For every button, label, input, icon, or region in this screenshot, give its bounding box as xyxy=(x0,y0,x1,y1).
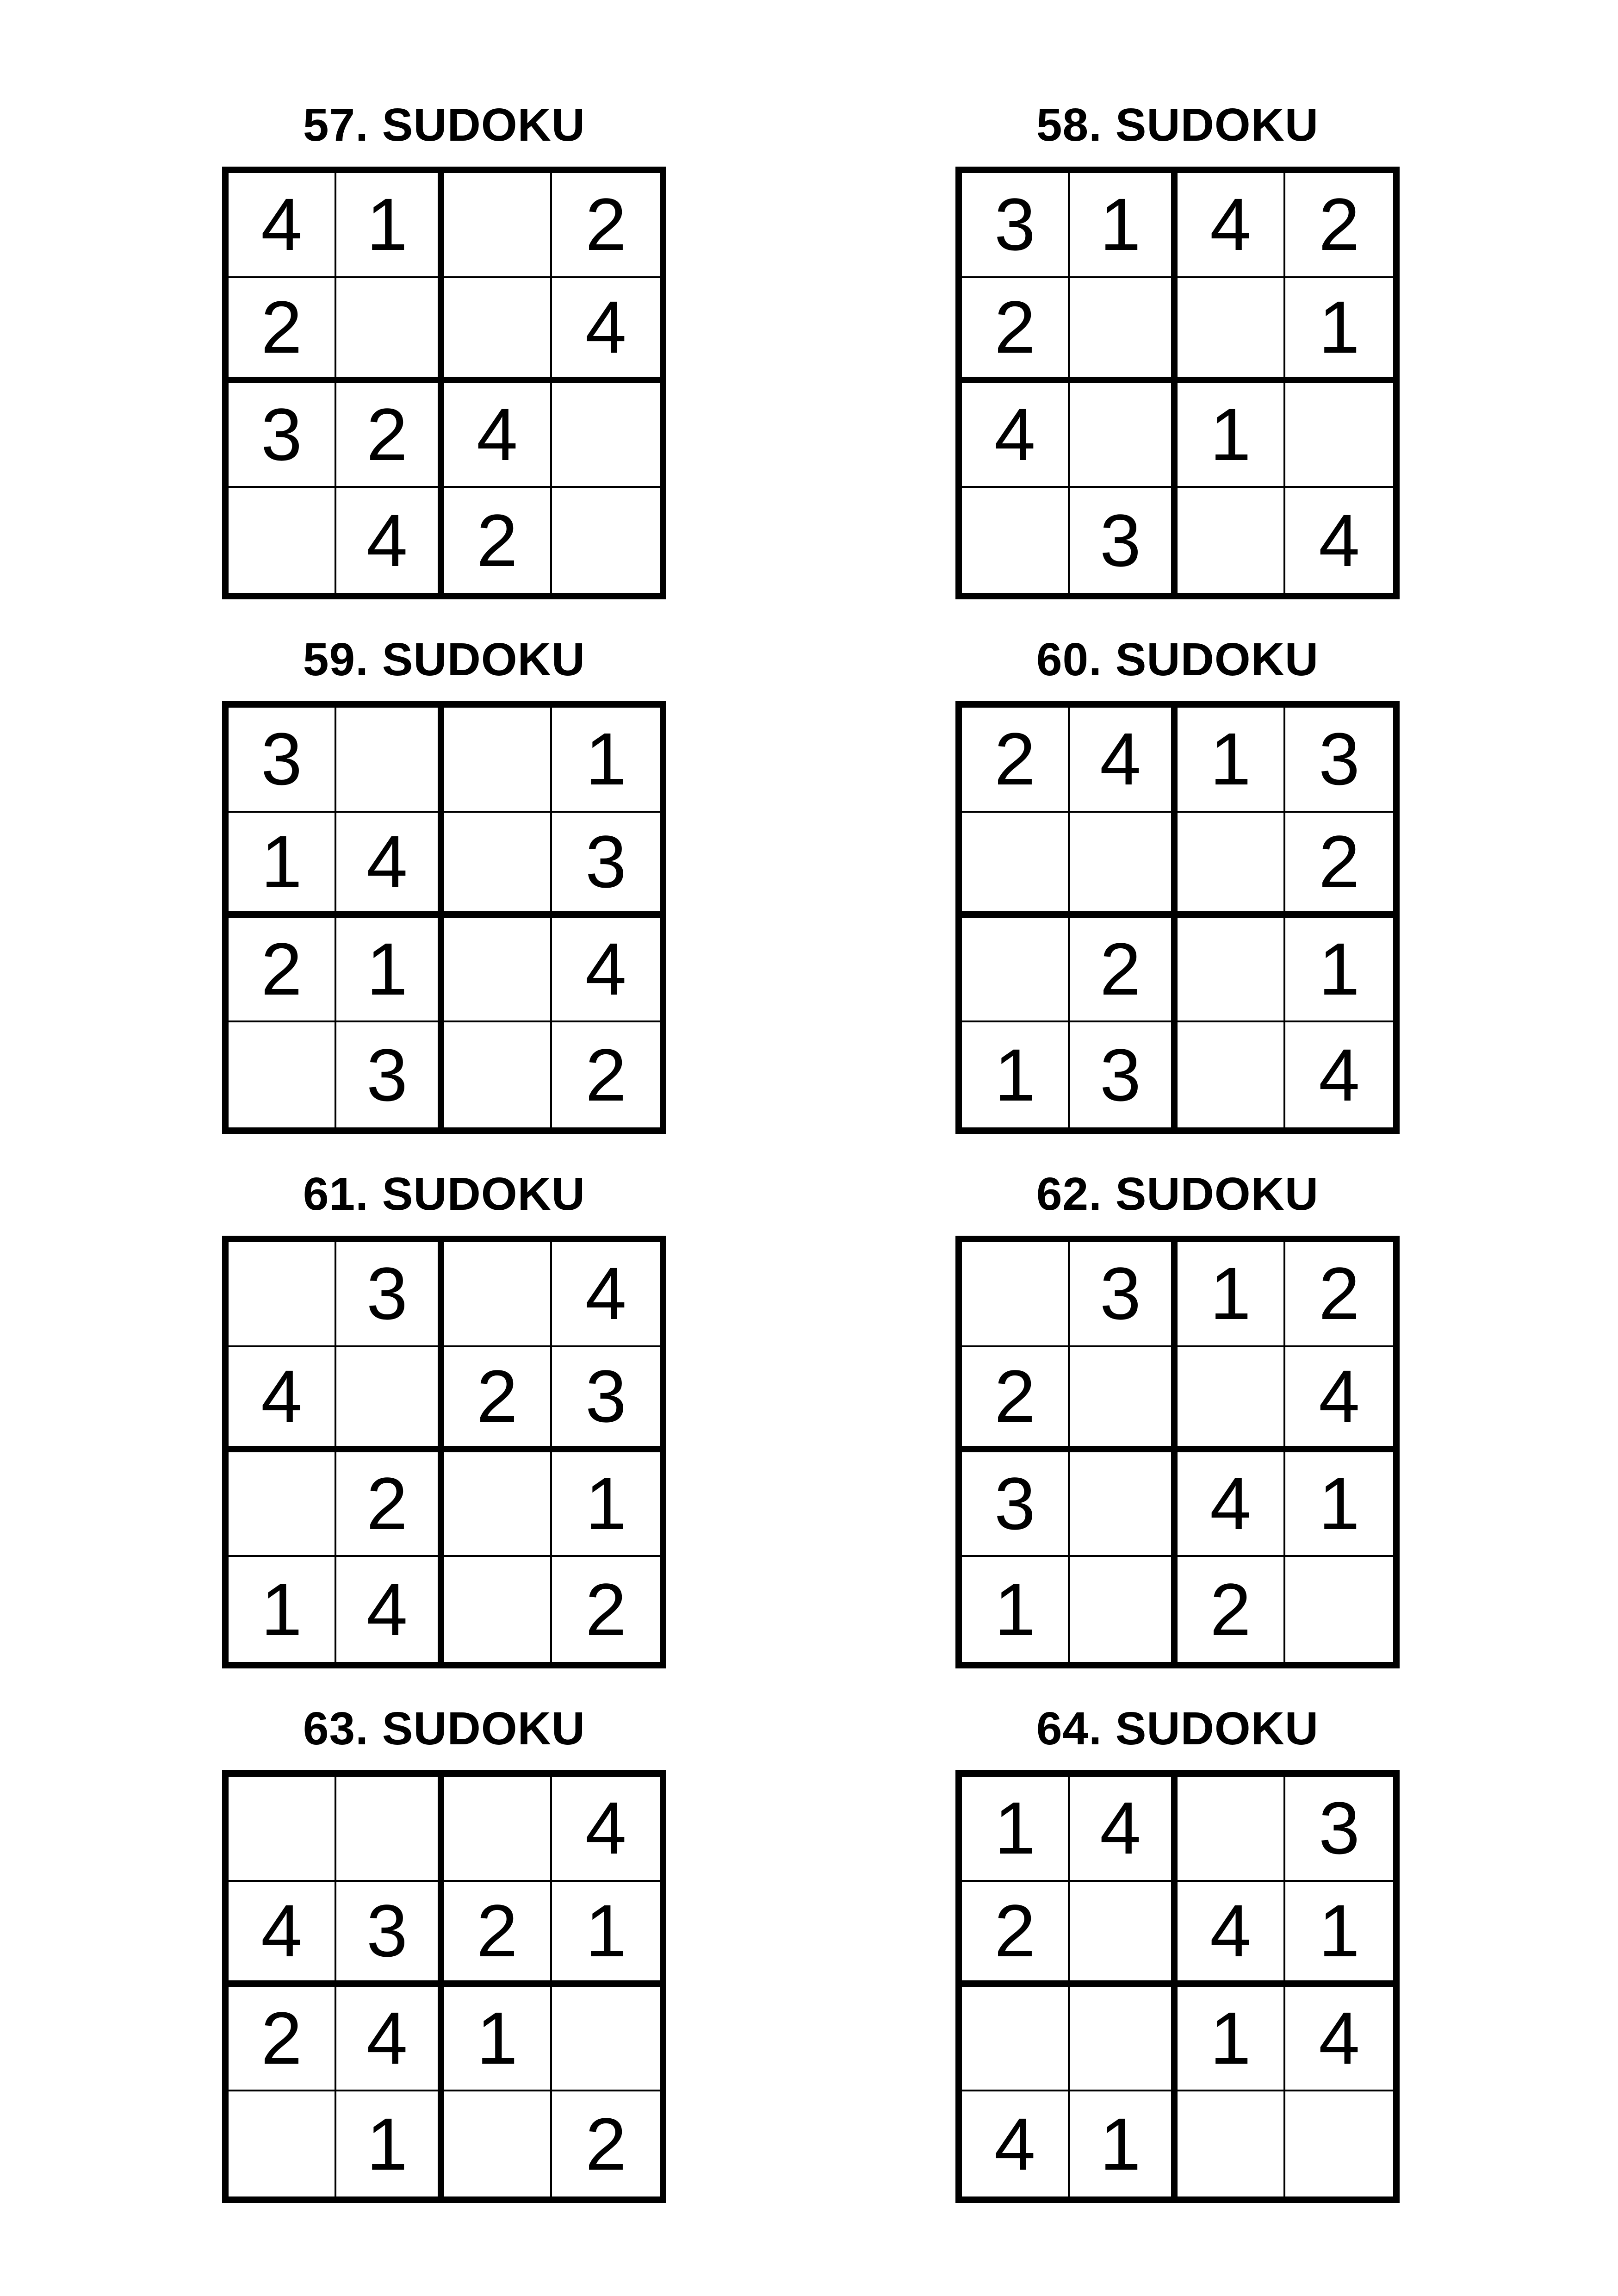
sudoku-cell: 1 xyxy=(962,1777,1070,1882)
sudoku-cell: 2 xyxy=(229,1987,336,2092)
sudoku-cell: 2 xyxy=(962,278,1070,383)
sudoku-cell: 1 xyxy=(444,1987,552,2092)
sudoku-cell xyxy=(444,813,552,918)
sudoku-cell: 1 xyxy=(552,1882,660,1987)
sudoku-cell xyxy=(1070,1882,1178,1987)
sudoku-cell: 2 xyxy=(444,1882,552,1987)
sudoku-cell xyxy=(1070,1557,1178,1662)
sudoku-cell: 2 xyxy=(1285,1242,1393,1347)
sudoku-cell: 4 xyxy=(1319,498,1360,582)
sudoku-cell xyxy=(1178,918,1285,1023)
sudoku-cell: 4 xyxy=(1178,173,1285,278)
sudoku-cell: 3 xyxy=(962,1452,1070,1557)
sudoku-cell xyxy=(1285,2091,1393,2196)
sudoku-cell: 4 xyxy=(962,383,1070,488)
sudoku-cell: 2 xyxy=(336,1452,444,1557)
sudoku-cell: 2 xyxy=(962,708,1070,813)
sudoku-cell xyxy=(1178,2091,1285,2196)
sudoku-cell: 3 xyxy=(962,173,1070,278)
sudoku-cell xyxy=(229,1777,336,1882)
sudoku-cell: 1 xyxy=(552,1452,660,1557)
sudoku-cell xyxy=(229,488,336,593)
puzzle-title: 57. SUDOKU xyxy=(303,99,586,151)
sudoku-cell xyxy=(336,1347,444,1452)
sudoku-cell: 3 xyxy=(552,1347,660,1452)
sudoku-cell xyxy=(1178,278,1285,383)
sudoku-cell: 1 xyxy=(1178,1242,1285,1347)
sudoku-cell xyxy=(229,2091,336,2196)
sudoku-grid xyxy=(222,1770,666,2203)
sudoku-cell xyxy=(1178,488,1285,593)
sudoku-cell xyxy=(1178,1347,1285,1452)
sudoku-cell: 1 xyxy=(1070,2091,1178,2196)
sudoku-cell xyxy=(1070,1347,1178,1452)
sudoku-cell xyxy=(336,708,444,813)
sudoku-cell: 2 xyxy=(1178,1557,1285,1662)
sudoku-cell: 1 xyxy=(1285,918,1393,1023)
sudoku-cell: 1 xyxy=(1178,708,1285,813)
sudoku-cell: 1 xyxy=(1178,383,1285,488)
sudoku-cell: 4 xyxy=(229,1882,336,1987)
sudoku-cell xyxy=(444,173,552,278)
sudoku-cell: 4 xyxy=(229,173,336,278)
sudoku-cell: 4 xyxy=(552,1777,660,1882)
sudoku-cell: 4 xyxy=(552,918,660,1023)
sudoku-cell: 1 xyxy=(1285,1452,1393,1557)
sudoku-cell: 3 xyxy=(336,1882,444,1987)
sudoku-cell xyxy=(552,488,660,593)
sudoku-cell: 4 xyxy=(1070,1777,1178,1882)
sudoku-cell: 3 xyxy=(336,1022,444,1127)
sudoku-grid xyxy=(955,1770,1400,2203)
sudoku-cell: 4 xyxy=(1070,708,1178,813)
sudoku-cell xyxy=(229,1242,336,1347)
sudoku-cell: 2 xyxy=(1070,918,1178,1023)
sudoku-cell: 1 xyxy=(962,1557,1070,1662)
sudoku-cell xyxy=(444,1557,552,1662)
sudoku-cell xyxy=(444,1022,552,1127)
sudoku-cell: 2 xyxy=(552,173,660,278)
sudoku-cell: 3 xyxy=(1285,1777,1393,1882)
sudoku-cell xyxy=(962,488,1070,593)
sudoku-cell: 4 xyxy=(336,488,444,593)
puzzle-title: 59. SUDOKU xyxy=(303,634,586,685)
sudoku-cell: 1 xyxy=(1285,278,1393,383)
sudoku-cell: 3 xyxy=(552,813,660,918)
sudoku-cell xyxy=(444,278,552,383)
sudoku-cell: 1 xyxy=(962,1022,1070,1127)
puzzle-title: 58. SUDOKU xyxy=(1036,99,1319,151)
sudoku-cell xyxy=(552,383,660,488)
sudoku-cell xyxy=(1285,1557,1393,1662)
sudoku-cell: 4 xyxy=(1285,1987,1393,2092)
sudoku-cell xyxy=(1070,813,1178,918)
sudoku-cell: 1 xyxy=(229,813,336,918)
sudoku-cell xyxy=(444,1452,552,1557)
sudoku-cell xyxy=(1285,383,1393,488)
sudoku-cell: 2 xyxy=(229,278,336,383)
sudoku-cell xyxy=(552,1987,660,2092)
sudoku-cell xyxy=(962,1242,1070,1347)
sudoku-cell: 4 xyxy=(1285,1347,1393,1452)
sudoku-cell: 2 xyxy=(444,488,552,593)
sudoku-cell: 1 xyxy=(1178,1987,1285,2092)
sudoku-cell: 3 xyxy=(1285,708,1393,813)
sudoku-cell: 2 xyxy=(444,1347,552,1452)
sudoku-cell: 2 xyxy=(585,2102,626,2185)
sudoku-grid xyxy=(955,167,1400,599)
sudoku-cell xyxy=(1070,383,1178,488)
puzzle-title: 60. SUDOKU xyxy=(1036,634,1319,685)
sudoku-grid xyxy=(222,701,666,1134)
sudoku-cell xyxy=(1178,813,1285,918)
sudoku-cell: 4 xyxy=(552,1242,660,1347)
sudoku-cell xyxy=(229,1022,336,1127)
sudoku-cell: 3 xyxy=(1070,1022,1178,1127)
sudoku-cell: 1 xyxy=(336,918,444,1023)
sudoku-cell: 1 xyxy=(336,173,444,278)
sudoku-cell: 4 xyxy=(336,1987,444,2092)
sudoku-cell: 4 xyxy=(336,1557,444,1662)
puzzle-title: 64. SUDOKU xyxy=(1036,1703,1319,1755)
sudoku-cell xyxy=(962,1987,1070,2092)
sudoku-cell: 4 xyxy=(1319,1033,1360,1116)
sudoku-cell: 2 xyxy=(229,918,336,1023)
sudoku-cell: 4 xyxy=(1178,1452,1285,1557)
sudoku-cell: 4 xyxy=(962,2091,1070,2196)
sudoku-cell: 4 xyxy=(229,1347,336,1452)
sudoku-cell xyxy=(1070,278,1178,383)
sudoku-cell xyxy=(962,918,1070,1023)
sudoku-cell xyxy=(962,813,1070,918)
sudoku-cell: 1 xyxy=(552,708,660,813)
sudoku-cell xyxy=(444,1242,552,1347)
sudoku-cell xyxy=(1070,1452,1178,1557)
sudoku-cell xyxy=(444,1777,552,1882)
sudoku-cell: 3 xyxy=(336,1242,444,1347)
sudoku-cell: 2 xyxy=(1285,173,1393,278)
sudoku-cell xyxy=(444,708,552,813)
sudoku-cell: 2 xyxy=(962,1882,1070,1987)
sudoku-cell: 4 xyxy=(552,278,660,383)
sudoku-cell: 4 xyxy=(1178,1882,1285,1987)
puzzle-title: 61. SUDOKU xyxy=(303,1168,586,1220)
sudoku-cell: 3 xyxy=(229,708,336,813)
sudoku-cell xyxy=(336,278,444,383)
sudoku-grid xyxy=(955,1236,1400,1668)
sudoku-cell: 2 xyxy=(336,383,444,488)
sudoku-cell xyxy=(1178,1777,1285,1882)
sudoku-cell: 4 xyxy=(444,383,552,488)
sudoku-cell: 1 xyxy=(229,1557,336,1662)
sudoku-cell: 2 xyxy=(1285,813,1393,918)
sudoku-cell: 1 xyxy=(1070,173,1178,278)
sudoku-cell xyxy=(1070,1987,1178,2092)
puzzle-title: 62. SUDOKU xyxy=(1036,1168,1319,1220)
sudoku-cell: 3 xyxy=(1070,1242,1178,1347)
sudoku-cell: 2 xyxy=(585,1033,626,1116)
sudoku-cell: 3 xyxy=(1070,488,1178,593)
sudoku-cell: 3 xyxy=(229,383,336,488)
sudoku-cell xyxy=(1178,1022,1285,1127)
sudoku-cell: 2 xyxy=(585,1568,626,1651)
sudoku-cell xyxy=(229,1452,336,1557)
sudoku-cell: 2 xyxy=(962,1347,1070,1452)
sudoku-cell xyxy=(336,1777,444,1882)
puzzle-title: 63. SUDOKU xyxy=(303,1703,586,1755)
sudoku-cell: 4 xyxy=(336,813,444,918)
sudoku-grid xyxy=(955,701,1400,1134)
sudoku-cell xyxy=(444,2091,552,2196)
sudoku-cell: 1 xyxy=(336,2091,444,2196)
sudoku-grid xyxy=(222,1236,666,1668)
sudoku-grid xyxy=(222,167,666,599)
sudoku-cell xyxy=(444,918,552,1023)
sudoku-cell: 1 xyxy=(1285,1882,1393,1987)
